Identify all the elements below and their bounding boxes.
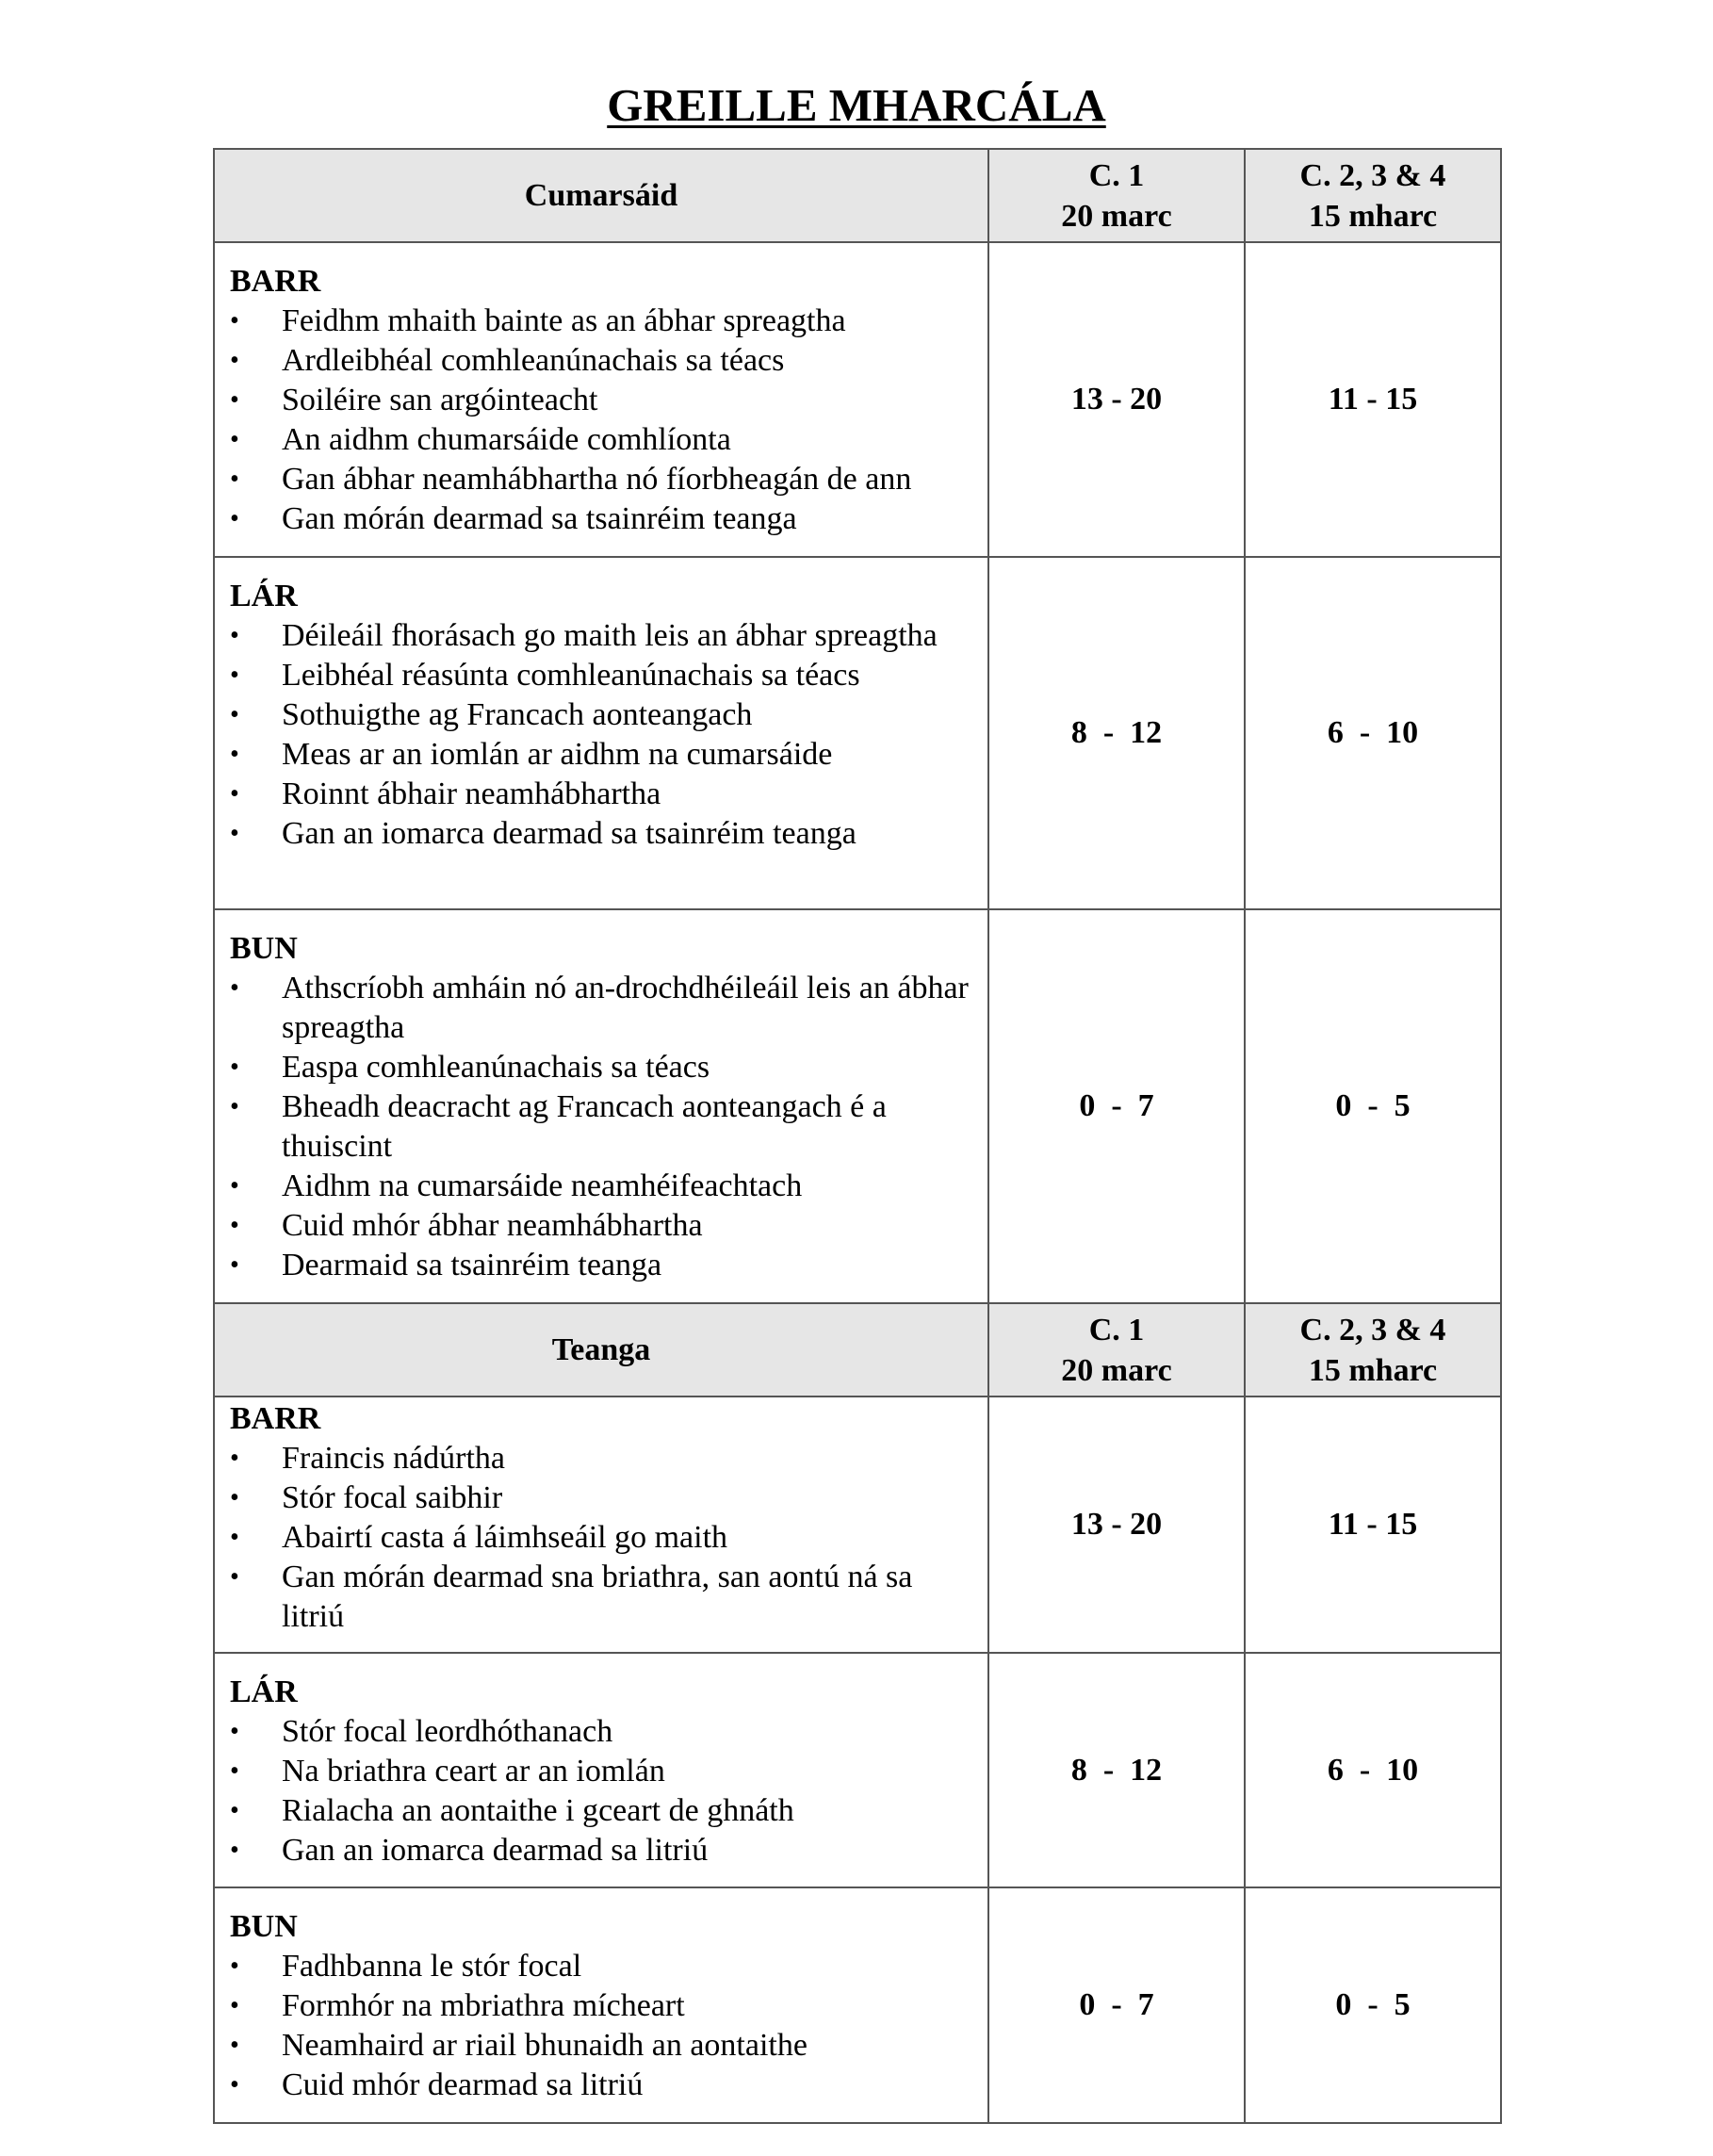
column-header-q2 <box>1245 149 1501 242</box>
band-description <box>214 242 988 557</box>
band-description <box>214 557 988 909</box>
column-header-q2-marks: 15 mharc <box>1308 198 1438 234</box>
section-header-row <box>214 149 1501 242</box>
band-label: BUN <box>230 1909 298 1944</box>
criteria-item: • Easpa comhleanúnachais sa téacs <box>230 1048 974 1087</box>
column-header-q1-marks: 20 marc <box>1061 198 1172 234</box>
band-label: BUN <box>230 931 298 966</box>
criteria-item: • Cuid mhór ábhar neamhábhartha <box>230 1206 974 1246</box>
section-heading: Cumarsáid <box>214 149 988 242</box>
band-row <box>214 1887 1501 2123</box>
band-description <box>214 1887 988 2123</box>
band-label: BARR <box>230 1401 321 1436</box>
criteria-item: • Ardleibhéal comhleanúnachais sa téacs <box>230 341 974 381</box>
score-q2: 0 - 5 <box>1245 909 1501 1303</box>
column-header-q1-title: C. 1 <box>1088 157 1145 193</box>
score-q1: 0 - 7 <box>988 1887 1245 2123</box>
criteria-item: • Sothuigthe ag Francach aonteangach <box>230 695 974 735</box>
criteria-list <box>230 616 974 854</box>
section-heading: Teanga <box>214 1303 988 1396</box>
score-q1: 13 - 20 <box>988 1396 1245 1653</box>
criteria-list <box>230 969 974 1285</box>
criteria-item: • Gan an iomarca dearmad sa litriú <box>230 1831 974 1870</box>
column-header-q1-title: C. 1 <box>1088 1312 1145 1348</box>
band-row <box>214 1653 1501 1887</box>
criteria-item: • Stór focal saibhir <box>230 1478 974 1518</box>
column-header-q2-title: C. 2, 3 & 4 <box>1299 1312 1446 1348</box>
band-label: LÁR <box>230 579 298 613</box>
criteria-item: • Athscríobh amháin nó an-drochdhéileáil leis an ábhar spreagtha <box>230 969 974 1048</box>
page-title: GREILLE MHARCÁLA <box>607 79 1106 131</box>
criteria-item: • Formhór na mbriathra mícheart <box>230 1986 974 2026</box>
criteria-item: • Gan ábhar neamhábhartha nó fíorbheagán de ann <box>230 460 974 499</box>
criteria-item: • Cuid mhór dearmad sa litriú <box>230 2066 974 2105</box>
band-row <box>214 1396 1501 1653</box>
score-q1: 8 - 12 <box>988 1653 1245 1887</box>
band-label: LÁR <box>230 1674 298 1709</box>
score-q1: 13 - 20 <box>988 242 1245 557</box>
criteria-list <box>230 1439 974 1637</box>
criteria-item: • Feidhm mhaith bainte as an ábhar spreagtha <box>230 302 974 341</box>
band-row <box>214 909 1501 1303</box>
band-description <box>214 1396 988 1653</box>
score-q1: 8 - 12 <box>988 557 1245 909</box>
section-header-row <box>214 1303 1501 1396</box>
criteria-item: • Rialacha an aontaithe i gceart de ghnáth <box>230 1791 974 1831</box>
criteria-item: • Roinnt ábhair neamhábhartha <box>230 775 974 814</box>
score-q1: 0 - 7 <box>988 909 1245 1303</box>
band-row <box>214 557 1501 909</box>
column-header-q2-marks: 15 mharc <box>1308 1352 1438 1388</box>
column-header-q1 <box>988 1303 1245 1396</box>
criteria-list <box>230 302 974 539</box>
column-header-q1 <box>988 149 1245 242</box>
criteria-item: • Na briathra ceart ar an iomlán <box>230 1752 974 1791</box>
criteria-item: • An aidhm chumarsáide comhlíonta <box>230 420 974 460</box>
criteria-item: • Fraincis nádúrtha <box>230 1439 974 1478</box>
criteria-item: • Gan an iomarca dearmad sa tsainréim teanga <box>230 814 974 854</box>
criteria-item: • Dearmaid sa tsainréim teanga <box>230 1246 974 1285</box>
criteria-item: • Abairtí casta á láimhseáil go maith <box>230 1518 974 1558</box>
score-q2: 11 - 15 <box>1245 1396 1501 1653</box>
band-description <box>214 1653 988 1887</box>
criteria-list <box>230 1947 974 2105</box>
criteria-item: • Aidhm na cumarsáide neamhéifeachtach <box>230 1167 974 1206</box>
score-q2: 11 - 15 <box>1245 242 1501 557</box>
criteria-item: • Bheadh deacracht ag Francach aonteangach é a thuiscint <box>230 1087 974 1167</box>
column-header-q2 <box>1245 1303 1501 1396</box>
criteria-item: • Gan mórán dearmad sa tsainréim teanga <box>230 499 974 539</box>
criteria-item: • Déileáil fhorásach go maith leis an ábhar spreagtha <box>230 616 974 656</box>
score-q2: 6 - 10 <box>1245 1653 1501 1887</box>
criteria-item: • Stór focal leordhóthanach <box>230 1712 974 1752</box>
band-label: BARR <box>230 264 321 299</box>
criteria-item: • Neamhaird ar riail bhunaidh an aontaithe <box>230 2026 974 2066</box>
criteria-item: • Leibhéal réasúnta comhleanúnachais sa téacs <box>230 656 974 695</box>
criteria-list <box>230 1712 974 1870</box>
criteria-item: • Meas ar an iomlán ar aidhm na cumarsáide <box>230 735 974 775</box>
criteria-item: • Gan mórán dearmad sna briathra, san aontú ná sa litriú <box>230 1558 974 1637</box>
column-header-q1-marks: 20 marc <box>1061 1352 1172 1388</box>
column-header-q2-title: C. 2, 3 & 4 <box>1299 157 1446 193</box>
criteria-item: • Fadhbanna le stór focal <box>230 1947 974 1986</box>
criteria-item: • Soiléire san argóinteacht <box>230 381 974 420</box>
marking-grid-table <box>213 148 1502 2124</box>
band-row <box>214 242 1501 557</box>
band-description <box>214 909 988 1303</box>
score-q2: 6 - 10 <box>1245 557 1501 909</box>
score-q2: 0 - 5 <box>1245 1887 1501 2123</box>
